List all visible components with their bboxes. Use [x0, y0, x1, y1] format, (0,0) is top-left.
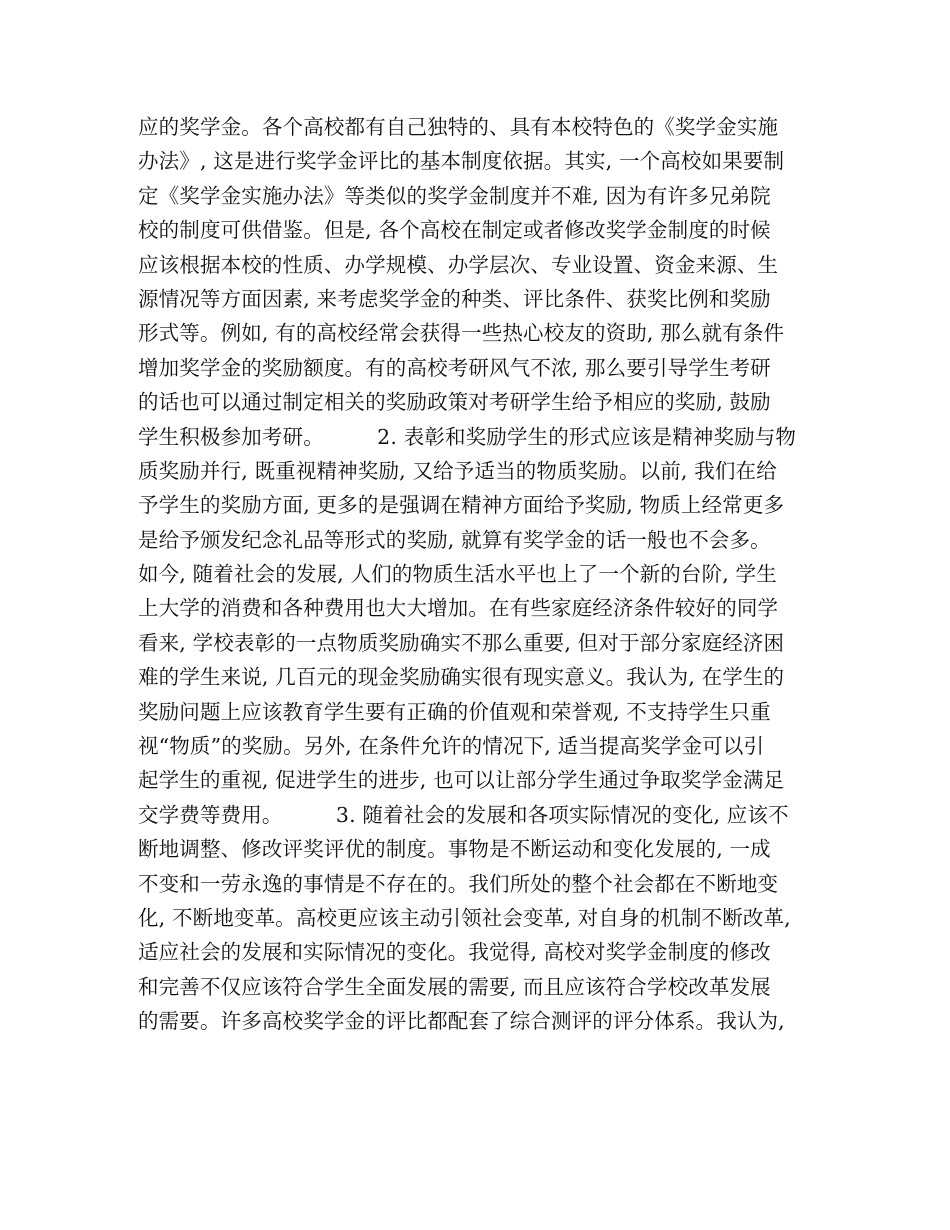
text-line-16: 看来, 学校表彰的一点物质奖励确实不那么重要, 但对于部分家庭经济困 [138, 630, 785, 655]
text-line-7: 形式等。例如, 有的高校经常会获得一些热心校友的资助, 那么就有条件 [138, 321, 785, 346]
text-line-9: 的话也可以通过制定相关的奖励政策对考研学生给予相应的奖励, 鼓励 [138, 390, 771, 415]
text-line-24: 化, 不断地变革。高校更应该主动引领社会变革, 对自身的机制不断改革, [138, 905, 791, 930]
text-line-20: 起学生的重视, 促进学生的进步, 也可以让部分学生通过争取奖学金满足 [138, 768, 785, 793]
text-line-12: 予学生的奖励方面, 更多的是强调在精神方面给予奖励, 物质上经常更多 [138, 493, 785, 518]
text-line-22: 断地调整、修改评奖评优的制度。事物是不断运动和变化发展的, 一成 [138, 837, 771, 862]
text-line-13: 是给予颁发纪念礼品等形式的奖励, 就算有奖学金的话一般也不会多。 [138, 527, 771, 552]
body-text [138, 110, 818, 1039]
text-line-4: 校的制度可供借鉴。但是, 各个高校在制定或者修改奖学金制度的时候 [138, 218, 771, 243]
text-line-14: 如今, 随着社会的发展, 人们的物质生活水平也上了一个新的台阶, 学生 [138, 562, 777, 587]
text-line-27: 的需要。许多高校奖学金的评比都配套了综合测评的评分体系。我认为, [138, 1009, 785, 1034]
text-line-3: 定《奖学金实施办法》等类似的奖学金制度并不难, 因为有许多兄弟院 [138, 183, 771, 208]
text-line-15: 上大学的消费和各种费用也大大增加。在有些家庭经济条件较好的同学 [138, 596, 779, 621]
text-line-25: 适应社会的发展和实际情况的变化。我觉得, 高校对奖学金制度的修改 [138, 940, 771, 965]
text-line-5: 应该根据本校的性质、办学规模、办学层次、专业设置、资金来源、生 [138, 252, 779, 277]
text-line-19: 视“物质”的奖励。另外, 在条件允许的情况下, 适当提高奖学金可以引 [138, 734, 765, 759]
text-line-21: 交学费等费用。 3. 随着社会的发展和各项实际情况的变化, 应该不 [138, 802, 789, 827]
text-line-11: 质奖励并行, 既重视精神奖励, 又给予适当的物质奖励。以前, 我们在给 [138, 458, 777, 483]
text-line-18: 奖励问题上应该教育学生要有正确的价值观和荣誉观, 不支持学生只重 [138, 699, 771, 724]
text-line-2: 办法》, 这是进行奖学金评比的基本制度依据。其实, 一个高校如果要制 [138, 149, 785, 174]
text-line-23: 不变和一劳永逸的事情是不存在的。我们所处的整个社会都在不断地变 [138, 871, 779, 896]
text-line-17: 难的学生来说, 几百元的现金奖励确实很有现实意义。我认为, 在学生的 [138, 665, 785, 690]
text-line-1: 应的奖学金。各个高校都有自己独特的、具有本校特色的《奖学金实施 [138, 115, 779, 139]
text-line-10: 学生积极参加考研。 2. 表彰和奖励学生的形式应该是精神奖励与物 [138, 424, 797, 449]
text-line-6: 源情况等方面因素, 来考虑奖学金的种类、评比条件、获奖比例和奖励 [138, 286, 771, 311]
text-line-26: 和完善不仅应该符合学生全面发展的需要, 而且应该符合学校改革发展 [138, 974, 771, 999]
text-line-8: 增加奖学金的奖励额度。有的高校考研风气不浓, 那么要引导学生考研 [138, 355, 771, 380]
